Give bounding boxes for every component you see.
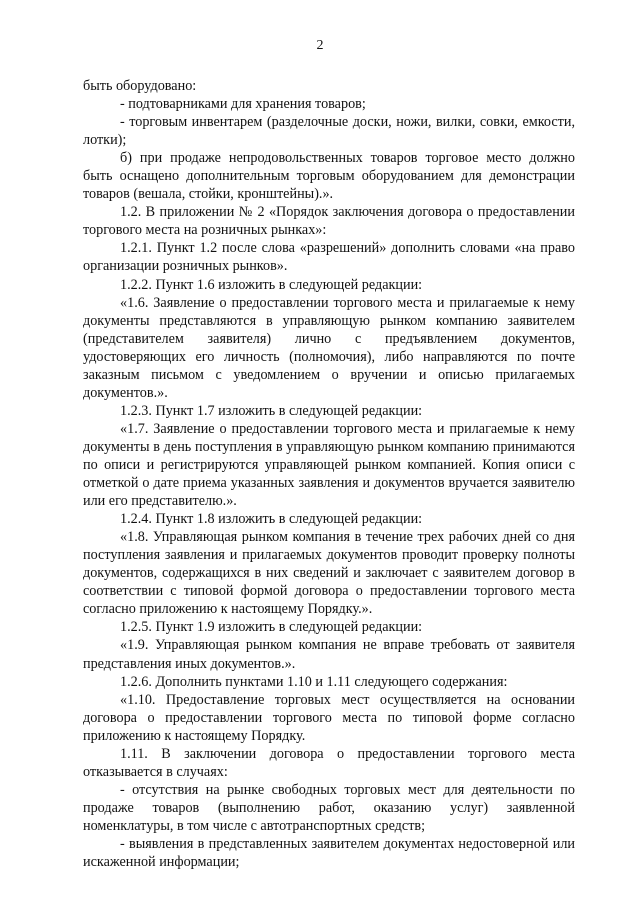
- paragraph: - торговым инвентарем (разделочные доски, ножи, вилки, совки, емкости, лотки);: [83, 114, 575, 149]
- paragraph: б) при продаже непродовольственных товаров торговое место должно быть оснащено дополнительным торговым оборудованием для демонстрации товаров (вешала, стойки, кронштейны).».: [83, 150, 575, 203]
- paragraph: 1.2.4. Пункт 1.8 изложить в следующей редакции:: [120, 511, 423, 528]
- paragraph: «1.9. Управляющая рынком компания не вправе требовать от заявителя представления иных документов.».: [83, 637, 575, 672]
- paragraph: «1.7. Заявление о предоставлении торгового места и прилагаемые к нему документы в день поступления в управляющую рынком компанию принимаются по описи и регистрируются управляющей рынком компанией. Копия описи с отметкой о дате приема указанных заявления и документов вручается заявителю или его представителю.».: [83, 420, 575, 510]
- paragraph: 1.2.5. Пункт 1.9 изложить в следующей редакции:: [120, 619, 423, 636]
- paragraph: 1.2.1. Пункт 1.2 после слова «разрешений» дополнить словами «на право организации розничных рынков».: [83, 240, 575, 275]
- paragraph: «1.8. Управляющая рынком компания в течение трех рабочих дней со дня поступления заявления и прилагаемых документов проводит проверку полноты документов, содержащихся в них сведений и заключает с заявителем договор в соответствии с типовой формой договора о предоставлении торгового места согласно приложению к настоящему Порядку.».: [83, 529, 575, 618]
- paragraph: 1.2.6. Дополнить пунктами 1.10 и 1.11 следующего содержания:: [120, 673, 508, 690]
- paragraph: 1.2.3. Пункт 1.7 изложить в следующей редакции:: [120, 402, 423, 419]
- paragraph: «1.6. Заявление о предоставлении торгового места и прилагаемые к нему документы представляются в управляющую рынком компанию заявителем (представителем заявителя) лично с предъявлением документов, удостоверяющих его личность (полномочия), либо направляются по почте заказным письмом с уведомлением о вручении и описью прилагаемых документов.».: [83, 294, 575, 401]
- paragraph: «1.10. Предоставление торговых мест осуществляется на основании договора о предоставлении торгового места по типовой форме согласно приложению к настоящему Порядку.: [83, 691, 575, 744]
- paragraph: - отсутствия на рынке свободных торговых мест для деятельности по продаже товаров (выполнению работ, оказанию услуг) заявленной номенклатуры, в том числе с автотранспортных средств;: [83, 781, 575, 834]
- paragraph: 1.2.2. Пункт 1.6 изложить в следующей редакции:: [120, 276, 423, 293]
- paragraph: 1.11. В заключении договора о предоставлении торгового места отказывается в случаях:: [83, 745, 575, 780]
- paragraph: - выявления в представленных заявителем документах недостоверной или искаженной информации;: [83, 835, 575, 871]
- paragraph: 1.2. В приложении № 2 «Порядок заключения договора о предоставлении торгового места на розничных рынках»:: [83, 204, 575, 239]
- paragraph: - подтоварниками для хранения товаров;: [120, 96, 366, 113]
- paragraph: быть оборудовано:: [83, 78, 197, 94]
- document-body: [83, 77, 575, 871]
- page-number: 2: [316, 38, 324, 53]
